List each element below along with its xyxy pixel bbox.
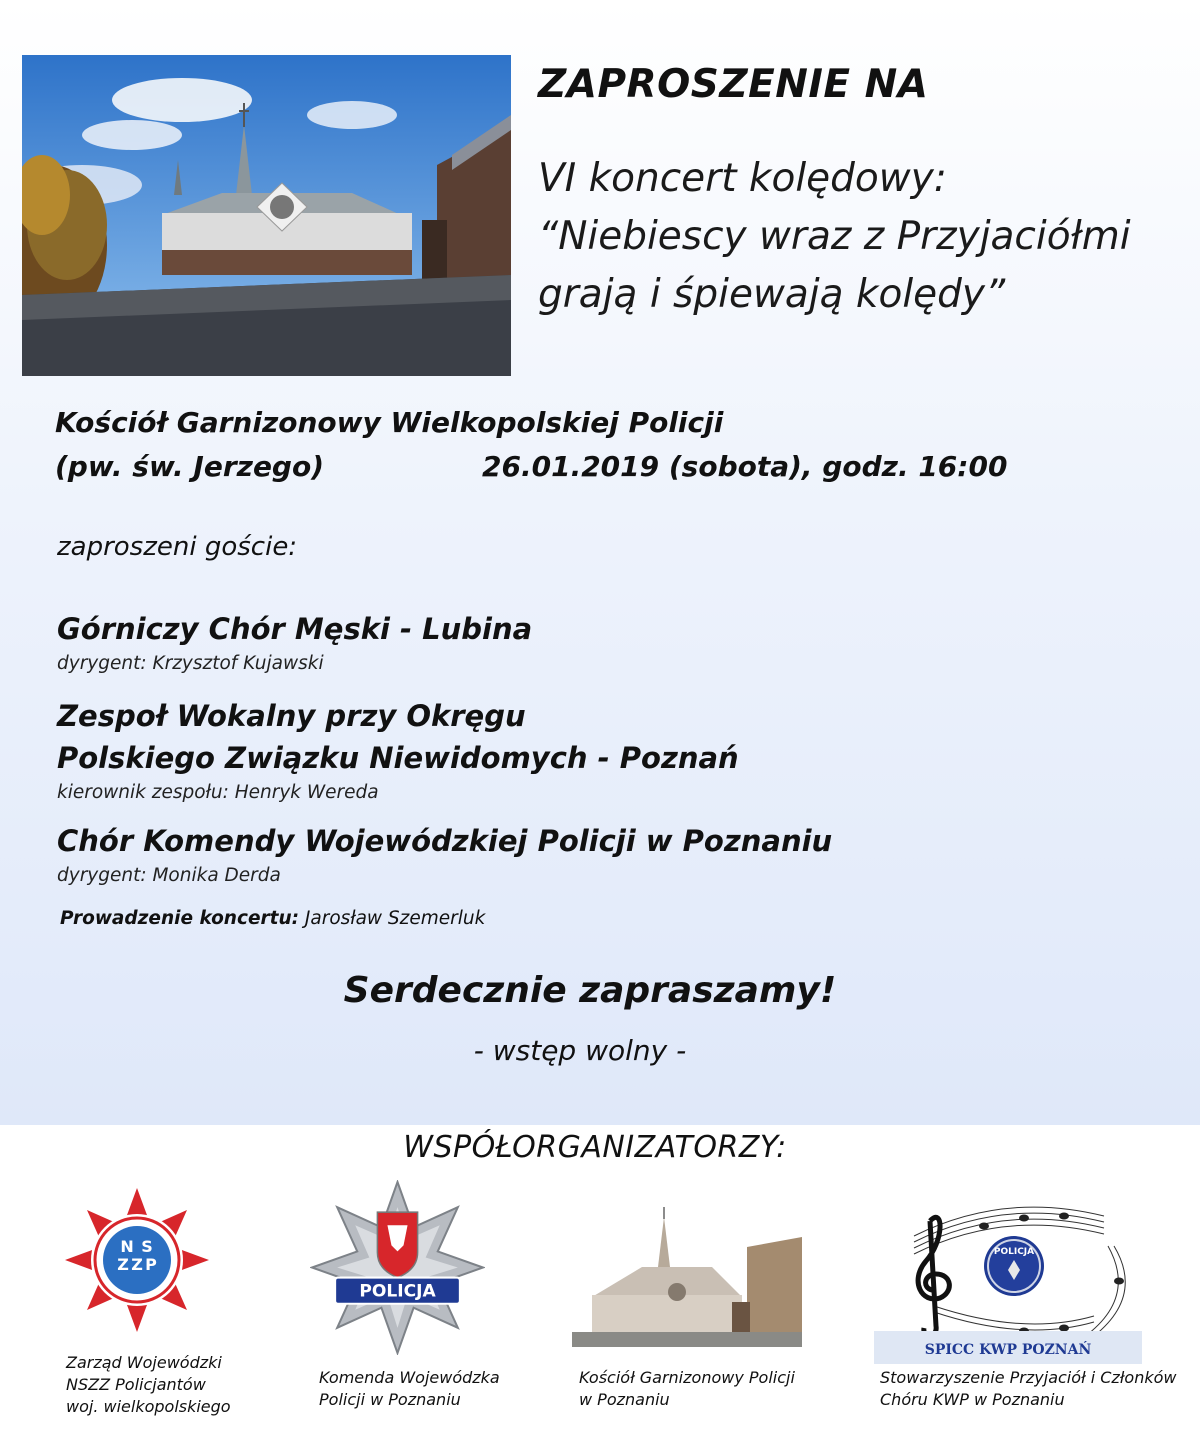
nszzp-star-logo [62,1185,212,1339]
choir-logo-police-text: POLICJA [993,1247,1035,1257]
caption-line: Stowarzyszenie Przyjaciół i Członków [880,1368,1177,1387]
caption-police-hq [319,1367,500,1411]
guest-group-name: Polskiego Związku Niewidomych - Poznań [57,741,739,775]
church-photo [572,1207,802,1351]
caption-nszzp [66,1352,231,1418]
nszzp-letter: P [145,1255,157,1274]
concert-subtitle-line-3: grają i śpiewają kolędy” [538,272,1006,317]
guest-group-name: Górniczy Chór Męski - Lubina [57,612,533,646]
host-label: Prowadzenie koncertu: [60,908,300,929]
invitation-title: ZAPROSZENIE NA [538,62,929,107]
free-entry-note: - wstęp wolny - [473,1034,687,1067]
choir-logo-banner: SPICC KWP POZNAŃ [924,1342,1092,1358]
caption-line: Chóru KWP w Poznaniu [880,1390,1065,1409]
guests-heading: zaproszeni goście: [57,532,298,562]
caption-line: w Poznaniu [579,1390,670,1409]
caption-line: woj. wielkopolskiego [66,1397,231,1416]
concert-host [60,908,485,929]
caption-line: Kościół Garnizonowy Policji [579,1368,795,1387]
concert-subtitle-line-2: “Niebiescy wraz z Przyjaciółmi [538,214,1131,259]
nszzp-letter: N [120,1237,134,1256]
police-star-badge [310,1180,485,1359]
caption-line: Policji w Poznaniu [319,1390,461,1409]
caption-church [579,1367,795,1411]
caption-line: NSZZ Policjantów [66,1375,206,1394]
coorganizers-heading: WSPÓŁORGANIZATORZY: [403,1130,787,1165]
guest-group-role: dyrygent: Krzysztof Kujawski [57,653,324,674]
venue-name: Kościół Garnizonowy Wielkopolskiej Policji [55,406,724,439]
guest-group-name: Chór Komendy Wojewódzkiej Policji w Poznaniu [57,824,833,858]
concert-subtitle-line-1: VI koncert kolędowy: [538,156,947,201]
guest-group-role: kierownik zespołu: Henryk Wereda [57,782,379,803]
police-badge-label: POLICJA [359,1281,436,1302]
church-photo [22,55,511,376]
venue-patron: (pw. św. Jerzego) [55,450,325,483]
caption-line: Zarząd Wojewódzki [66,1353,222,1372]
caption-choir-association [880,1367,1176,1411]
closing-invitation: Serdecznie zapraszamy! [343,970,837,1011]
nszzp-letter: Z [131,1255,143,1274]
event-datetime: 26.01.2019 (sobota), godz. 16:00 [482,450,1008,483]
guest-group-role: dyrygent: Monika Derda [57,865,281,886]
guest-group-name: Zespoł Wokalny przy Okręgu [57,699,526,733]
nszzp-letter: S [141,1237,153,1256]
host-name: Jarosław Szemerluk [304,908,486,929]
nszzp-letter: Z [117,1255,129,1274]
choir-music-logo [874,1186,1142,1368]
caption-line: Komenda Wojewódzka [319,1368,500,1387]
